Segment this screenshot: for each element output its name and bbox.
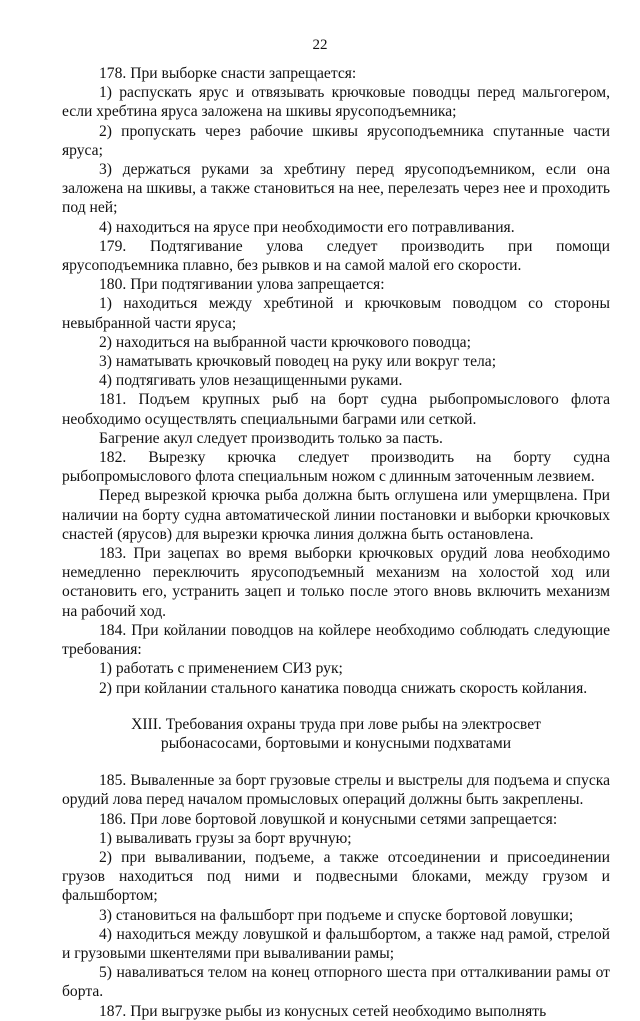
- paragraph: 2) при вываливании, подъеме, а также отсоединении и присоединении грузов находиться под ними и подвесными блоками, между грузом и фальшбортом;: [62, 848, 610, 905]
- paragraph: 4) находиться между ловушкой и фальшбортом, а также над рамой, стрелой и грузовыми шкентелями при вываливании рамы;: [62, 925, 610, 962]
- paragraph: Перед вырезкой крючка рыба должна быть оглушена или умерщвлена. При наличии на борту судна автоматической линии постановки и выборки крючковых снастей (ярусов) для вырезки крючка линия должна быть остановлена.: [62, 487, 610, 543]
- paragraph: 2) пропускать через рабочие шкивы ярусоподъемника спутанные части яруса;: [62, 122, 610, 159]
- page-number: 22: [312, 37, 328, 53]
- paragraph: 180. При подтягивании улова запрещается:: [99, 276, 385, 294]
- paragraph: 1) распускать ярус и отвязывать крючковые поводцы перед мальгогером, если хребтина яруса заложена на шкивы ярусоподъемника;: [62, 84, 610, 121]
- paragraph: 3) становиться на фальшборт при подъеме и спуске бортовой ловушки;: [99, 906, 574, 924]
- paragraph: 2) находиться на выбранной части крючкового поводца;: [99, 333, 471, 351]
- section-heading-line: XIII. Требования охраны труда при лове рыбы на электросвет: [131, 715, 541, 733]
- paragraph: 185. Вываленные за борт грузовые стрелы и выстрелы для подъема и спуска орудий лова перед началом промысловых операций должны быть закреплены.: [62, 772, 610, 809]
- paragraph: 3) держаться руками за хребтину перед ярусоподъемником, если она заложена на шкивы, а также становиться на нее, перелезать через нее и проходить под ней;: [62, 161, 610, 217]
- section-heading: [62, 715, 610, 753]
- paragraph: 179. Подтягивание улова следует производить при помощи ярусоподъемника плавно, без рывков и на самой малой его скорости.: [62, 237, 610, 275]
- paragraph: 4) находиться на ярусе при необходимости его потравливания.: [99, 218, 515, 236]
- paragraph: 4) подтягивать улов незащищенными руками.: [99, 372, 403, 390]
- paragraph: 184. При койлании поводцов на койлере необходимо соблюдать следующие требования:: [62, 621, 610, 659]
- document-body: [62, 64, 610, 1021]
- paragraph: 1) работать с применением СИЗ рук;: [99, 660, 343, 678]
- paragraph: 178. При выборке снасти запрещается:: [99, 65, 357, 82]
- paragraph: 183. При зацепах во время выборки крючковых орудий лова необходимо немедленно переключить ярусоподъемный механизм на холостой ход или остановить его, устранить зацеп и только после этого вновь включить механизм на рабочий ход.: [62, 545, 610, 620]
- paragraph: Багрение акул следует производить только за пасть.: [99, 429, 443, 447]
- paragraph: 182. Вырезку крючка следует производить на борту судна рыбопромыслового флота специальным ножом с длинным заточенным лезвием.: [62, 449, 610, 486]
- paragraph: 187. При выгрузке рыбы из конусных сетей необходимо выполнять: [99, 1002, 547, 1020]
- paragraph: 1) вываливать грузы за борт вручную;: [99, 829, 352, 847]
- paragraph: 1) находиться между хребтиной и крючковым поводцом со стороны невыбранной части яруса;: [62, 295, 610, 332]
- paragraph: 3) наматывать крючковый поводец на руку или вокруг тела;: [99, 353, 497, 371]
- section-heading-line: рыбонасосами, бортовыми и конусными подхватами: [160, 734, 512, 752]
- paragraph: 5) наваливаться телом на конец отпорного шеста при отталкивании рамы от борта.: [62, 964, 610, 1001]
- paragraph: 2) при койлании стального канатика поводца снижать скорость койлания.: [99, 679, 588, 697]
- paragraph: 186. При лове бортовой ловушкой и конусными сетями запрещается:: [99, 810, 558, 828]
- paragraph: 181. Подъем крупных рыб на борт судна рыбопромыслового флота необходимо осуществлять специальными баграми или сеткой.: [62, 391, 610, 428]
